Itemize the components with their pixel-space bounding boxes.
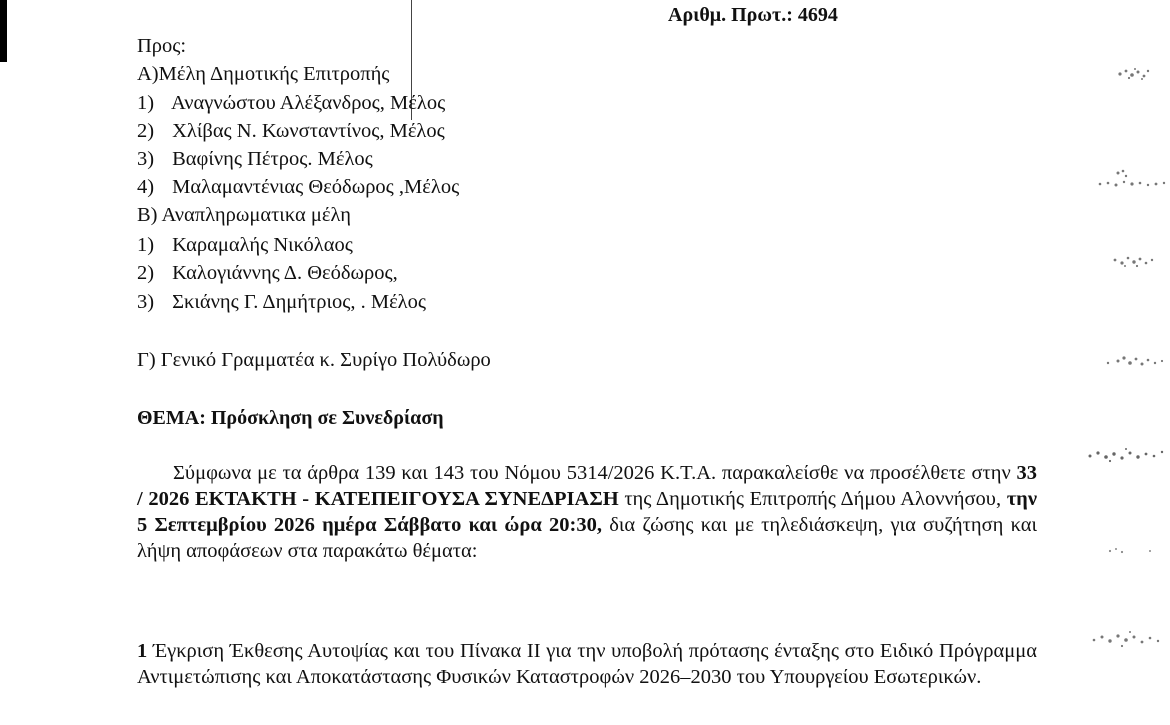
member-name: Χλίβας Ν. Κωνσταντίνος, Μέλος (172, 120, 445, 142)
member-a-1 (137, 91, 445, 115)
member-number: 1) (137, 92, 155, 114)
member-name: Καλογιάννης Δ. Θεόδωρος, (172, 262, 398, 284)
scan-edge-mark (0, 0, 7, 62)
meeting-number: 33 / 2026 ΕΚΤΑΚΤΗ - ΚΑΤΕΠΕΙΓΟΥΣΑ ΣΥΝΕΔΡΙΑΣΗ (137, 462, 1037, 510)
member-a-3 (137, 147, 373, 171)
group-b-heading: Β) Αναπληρωματικα μέλη (137, 204, 351, 226)
agenda-item-number: 1 (137, 640, 148, 662)
to-label: Προς: (137, 35, 187, 57)
group-c-secretary: Γ) Γενικό Γραμματέα κ. Συρίγο Πολύδωρο (137, 349, 491, 371)
subject-heading: ΘΕΜΑ: Πρόσκληση σε Συνεδρίαση (137, 407, 444, 429)
scan-noise-mark (1060, 250, 1170, 272)
invitation-paragraph (137, 460, 1037, 564)
agenda-item-1 (137, 638, 1037, 690)
member-number: 2) (137, 120, 155, 142)
member-b-2 (137, 261, 398, 285)
para-text: της Δημοτικής Επιτροπής Δήμου Αλοννήσου, (618, 488, 1007, 510)
member-a-2 (137, 119, 445, 143)
member-name: Μαλαμαντένιας Θεόδωρος ,Μέλος (172, 176, 460, 198)
para-text: δια ζώσης και με τηλεδιάσκεψη, για συζήτηση και λήψη αποφάσεων στα παρακάτω θέματα: (137, 514, 1037, 562)
member-b-1 (137, 233, 353, 257)
member-name: Βαφίνης Πέτρος. Μέλος (172, 148, 373, 170)
member-name: Αναγνώστου Αλέξανδρος, Μέλος (171, 92, 446, 114)
member-b-3 (137, 290, 426, 314)
group-a-heading: Α)Μέλη Δημοτικής Επιτροπής (137, 63, 390, 85)
scan-noise-mark (1060, 444, 1170, 468)
member-number: 2) (137, 262, 155, 284)
member-name: Καραμαλής Νικόλαος (172, 234, 353, 256)
scan-noise-mark (1060, 62, 1170, 86)
protocol-number: Αριθμ. Πρωτ.: 4694 (668, 4, 838, 26)
member-name: Σκιάνης Γ. Δημήτριος, . Μέλος (172, 291, 426, 313)
member-number: 4) (137, 176, 155, 198)
scan-noise-mark (1060, 164, 1170, 190)
scan-noise-mark (1060, 349, 1170, 373)
meeting-datetime: την 5 Σεπτεμβρίου 2026 ημέρα Σάββατο και ώρα 20:30, (137, 488, 1037, 536)
para-text: Σύμφωνα με τα άρθρα 139 και 143 του Νόμου 5314/2026 Κ.Τ.Α. παρακαλείσθε να προσέλθετε στην (173, 462, 1017, 484)
member-number: 1) (137, 234, 155, 256)
member-a-4 (137, 175, 459, 199)
member-number: 3) (137, 291, 155, 313)
member-number: 3) (137, 148, 155, 170)
agenda-item-text: Έγκριση Έκθεσης Αυτοψίας και του Πίνακα ΙΙ για την υποβολή πρότασης ένταξης στο Ειδικό Πρόγραμμα Αντιμετώπισης και Αποκατάστασης Φυσικών Καταστροφών 2026–2030 του Υπουργείου Εσωτερικών. (137, 640, 1037, 688)
scan-noise-mark (1060, 626, 1170, 652)
scan-noise-mark (1060, 541, 1170, 561)
